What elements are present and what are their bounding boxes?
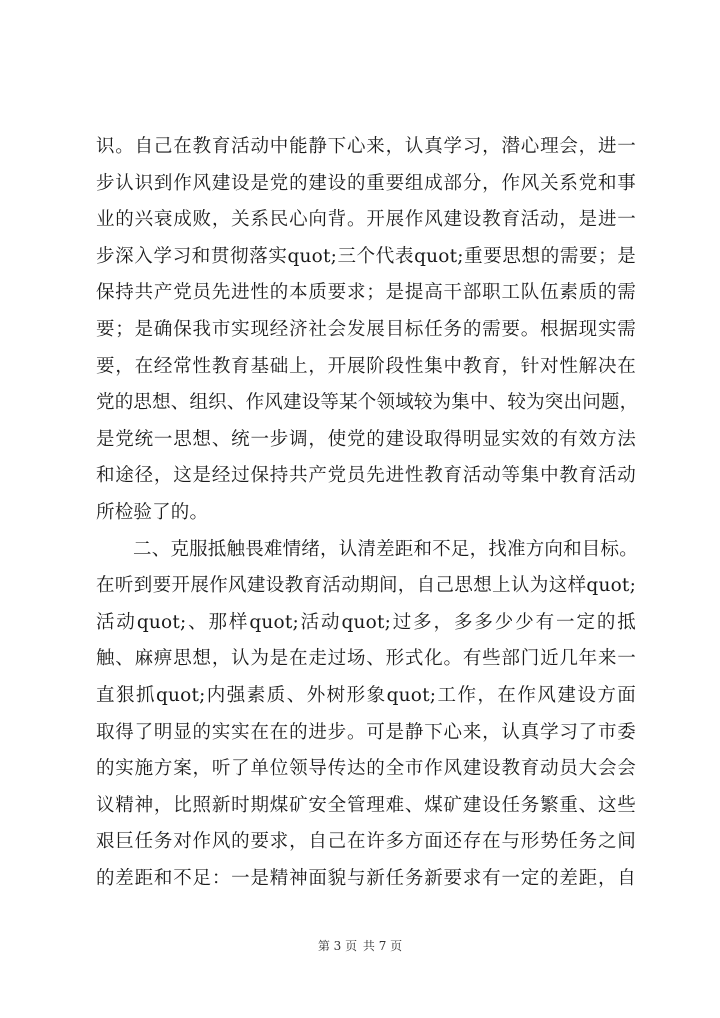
text-line: 取得了明显的实实在在的进步。可是静下心来，认真学习了市委 [96,721,636,743]
text-line-paragraph-end: 所检验了的。 [96,501,209,523]
text-line: 步深入学习和贯彻落实quot;三个代表quot;重要思想的需要；是 [96,245,636,267]
text-line: 的差距和不足：一是精神面貌与新任务新要求有一定的差距，自 [96,867,636,889]
text-line: 和途径，这是经过保持共产党员先进性教育活动等集中教育活动 [96,465,636,487]
page-footer [0,937,720,954]
text-line: 要；是确保我市实现经济社会发展目标任务的需要。根据现实需 [96,318,636,340]
page-total: 共 7 页 [362,939,403,953]
text-line: 在听到要开展作风建设教育活动期间，自己思想上认为这样quot; [96,575,636,597]
text-line: 步认识到作风建设是党的建设的重要组成部分，作风关系党和事 [96,172,636,194]
text-line: 的实施方案，听了单位领导传达的全市作风建设教育动员大会会 [96,758,636,780]
page-number: 第 3 页 [317,939,358,953]
text-line: 要，在经常性教育基础上，开展阶段性集中教育，针对性解决在 [96,355,636,377]
section-heading-line: 二、克服抵触畏难情绪，认清差距和不足，找准方向和目标。 [133,538,638,560]
text-line: 业的兴衰成败，关系民心向背。开展作风建设教育活动，是进一 [96,209,636,231]
text-line: 保持共产党员先进性的本质要求；是提高干部职工队伍素质的需 [96,282,636,304]
text-line: 直狠抓quot;内强素质、外树形象quot;工作，在作风建设方面 [96,684,636,706]
text-line: 识。自己在教育活动中能静下心来，认真学习，潜心理会，进一 [96,136,636,157]
text-line: 是党统一思想、统一步调，使党的建设取得明显实效的有效方法 [96,428,636,450]
text-line: 活动quot;、那样quot;活动quot;过多，多多少少有一定的抵 [96,611,636,633]
text-line: 触、麻痹思想，认为是在走过场、形式化。有些部门近几年来一 [96,648,636,670]
text-line: 艰巨任务对作风的要求，自己在许多方面还存在与形势任务之间 [96,831,636,853]
text-line: 党的思想、组织、作风建设等某个领域较为集中、较为突出问题， [96,392,639,414]
text-line: 议精神，比照新时期煤矿安全管理难、煤矿建设任务繁重、这些 [96,794,636,816]
document-body [96,129,639,897]
